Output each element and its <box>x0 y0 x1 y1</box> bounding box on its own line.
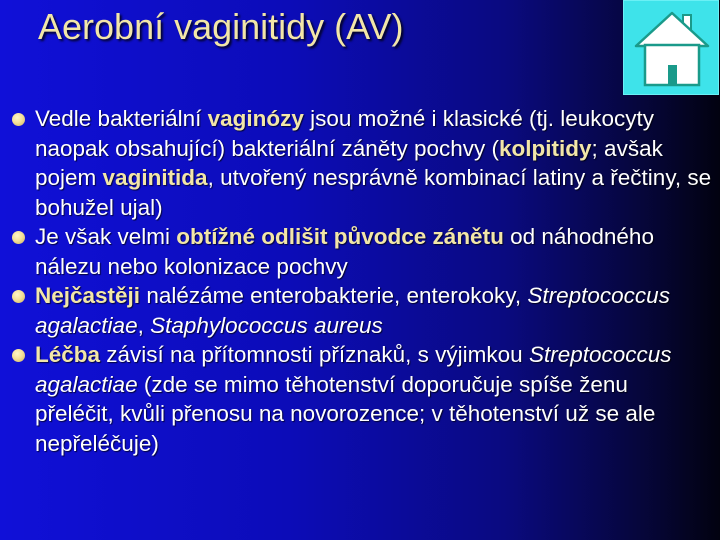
text-run: jsou možné i klasické (tj. leukocyty naopak obsahující) bakteriální záněty pochvy ( <box>35 106 655 161</box>
bullet-item <box>12 340 712 458</box>
italic-term: Streptococcus agalactiae <box>35 342 672 397</box>
italic-term: Streptococcus agalactiae <box>35 283 670 338</box>
highlighted-term: Nejčastěji <box>35 283 141 308</box>
highlighted-term: Léčba <box>35 342 101 367</box>
bullet-text <box>35 283 670 338</box>
highlighted-term: kolpitidy <box>499 135 592 161</box>
text-run: (zde se mimo těhotenství doporučuje spíše ženu přeléčit, kvůli přenosu na novorozence; v těhotenství už se ale nepřeléčuje) <box>35 371 656 456</box>
bullet-text <box>35 106 711 220</box>
text-run: ; avšak pojem <box>35 135 663 190</box>
highlighted-term: obtížné odlišit původce zánětu <box>176 224 504 249</box>
text-run: od náhodného nálezu nebo kolonizace pochvy <box>35 224 654 279</box>
bullet-icon <box>12 113 25 126</box>
bullet-icon <box>12 290 25 303</box>
home-button[interactable] <box>623 0 719 95</box>
highlighted-term: vaginózy <box>207 106 304 131</box>
slide-title: Aerobní vaginitidy (AV) <box>38 6 404 47</box>
home-icon <box>624 1 720 96</box>
text-run: nalézáme enterobakterie, enterokoky, <box>140 283 528 308</box>
highlighted-term: vaginitida <box>102 165 208 190</box>
text-run: Je však velmi <box>35 224 177 249</box>
bullet-icon <box>12 349 25 362</box>
bullet-item <box>12 281 712 340</box>
text-run: , <box>137 312 151 338</box>
bullet-text <box>35 342 672 456</box>
bullet-item <box>12 104 712 222</box>
bullet-item <box>12 222 712 281</box>
text-run: , utvořený nesprávně kombinací latiny a řečtiny, se bohužel ujal) <box>35 165 712 220</box>
text-run: závisí na přítomnosti příznaků, s výjimkou <box>100 342 529 367</box>
text-run: Vedle bakteriální <box>35 106 208 131</box>
italic-term: Staphylococcus aureus <box>150 312 383 338</box>
bullet-text <box>35 224 654 279</box>
bullet-icon <box>12 231 25 244</box>
bullet-list <box>12 104 712 458</box>
